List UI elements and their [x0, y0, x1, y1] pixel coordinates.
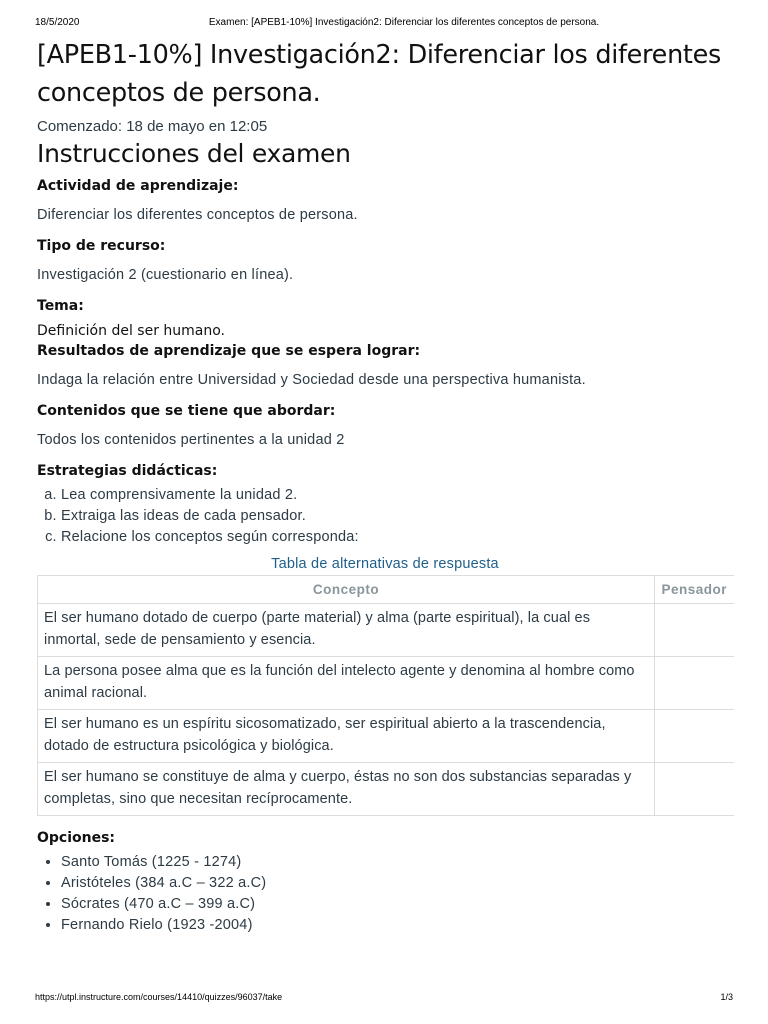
- print-url: https://utpl.instructure.com/courses/14410/quizzes/96037/take: [35, 992, 283, 1002]
- concept-cell: La persona posee alma que es la función del intelecto agente y denomina al hombre como animal racional.: [38, 657, 655, 710]
- alternatives-table: [37, 575, 734, 816]
- quiz-title: [APEB1-10%] Investigación2: Diferenciar los diferentes conceptos de persona.: [37, 40, 722, 108]
- table-row: [38, 604, 734, 657]
- print-footer: [35, 992, 733, 1006]
- section-value-topic: Definición del ser humano.: [37, 323, 226, 339]
- print-header: [35, 17, 733, 31]
- instructions-heading: Instrucciones del examen: [37, 139, 351, 168]
- list-item: b. Extraiga las ideas de cada pensador.: [61, 506, 733, 527]
- table-caption: Tabla de alternativas de respuesta: [271, 556, 499, 572]
- strategies-list: [37, 485, 733, 548]
- column-header-thinker: Pensador: [655, 576, 734, 604]
- concept-cell: El ser humano dotado de cuerpo (parte material) y alma (parte espiritual), la cual es inmortal, sede de pensamiento y esencia.: [38, 604, 655, 657]
- thinker-cell: [655, 763, 734, 816]
- table-row: [38, 763, 734, 816]
- section-value-outcomes: Indaga la relación entre Universidad y Sociedad desde una perspectiva humanista.: [37, 372, 586, 388]
- section-label-topic: Tema:: [37, 298, 84, 314]
- table-row: [38, 710, 734, 763]
- list-item: • Sócrates (470 a.C – 399 a.C): [61, 894, 733, 915]
- list-item: • Aristóteles (384 a.C – 322 a.C): [61, 873, 733, 894]
- section-value-activity: Diferenciar los diferentes conceptos de persona.: [37, 207, 358, 223]
- list-item: a. Lea comprensivamente la unidad 2.: [61, 485, 733, 506]
- list-item: • Santo Tomás (1225 - 1274): [61, 852, 733, 873]
- column-header-concept: Concepto: [38, 576, 655, 604]
- quiz-content: [37, 36, 733, 936]
- section-value-resource: Investigación 2 (cuestionario en línea).: [37, 267, 294, 283]
- thinker-cell: [655, 710, 734, 763]
- table-header-row: [38, 576, 734, 604]
- section-value-contents: Todos los contenidos pertinentes a la unidad 2: [37, 432, 345, 448]
- page-number: 1/3: [720, 992, 733, 1002]
- section-label-outcomes: Resultados de aprendizaje que se espera lograr:: [37, 343, 421, 359]
- options-label: Opciones:: [37, 830, 116, 846]
- section-label-activity: Actividad de aprendizaje:: [37, 178, 239, 194]
- table-row: [38, 657, 734, 710]
- list-item: c. Relacione los conceptos según corresponda:: [61, 527, 733, 548]
- section-label-strategies: Estrategias didácticas:: [37, 463, 218, 479]
- print-date: 18/5/2020: [35, 17, 80, 28]
- thinker-cell: [655, 657, 734, 710]
- quiz-started-time: Comenzado: 18 de mayo en 12:05: [37, 118, 268, 135]
- options-list: [37, 852, 733, 936]
- print-page-title: Examen: [APEB1-10%] Investigación2: Diferenciar los diferentes conceptos de persona.: [208, 17, 600, 28]
- concept-cell: El ser humano se constituye de alma y cuerpo, éstas no son dos substancias separadas y completas, sino que necesitan recíprocamente.: [38, 763, 655, 816]
- concept-cell: El ser humano es un espíritu sicosomatizado, ser espiritual abierto a la trascendencia, dotado de estructura psicológica y biológica.: [38, 710, 655, 763]
- section-label-contents: Contenidos que se tiene que abordar:: [37, 403, 336, 419]
- list-item: • Fernando Rielo (1923 -2004): [61, 915, 733, 936]
- section-label-resource: Tipo de recurso:: [37, 238, 166, 254]
- thinker-cell: [655, 604, 734, 657]
